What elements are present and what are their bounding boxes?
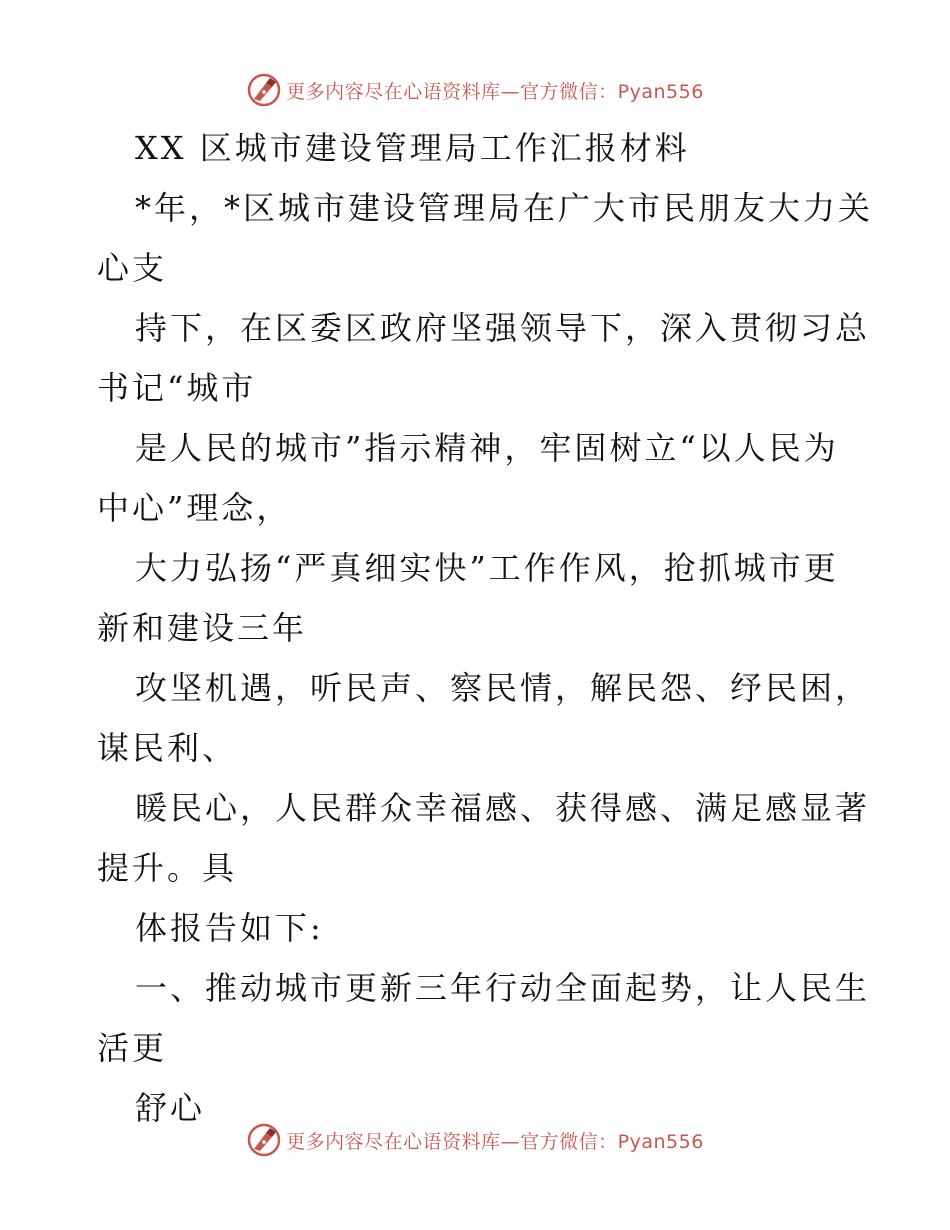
document-line: 体报告如下: [135,909,324,947]
document-line: 中心”理念， [97,489,292,527]
pen-nib-logo-icon [246,72,282,108]
document-line: 是人民的城市”指示精神，牢固树立“以人民为 [135,429,839,467]
document-line: 活更 [97,1029,168,1067]
document-line: 提升。具 [97,849,238,887]
watermark-text: 更多内容尽在心语资料库—官方微信：Pyan556 [286,1130,704,1153]
document-line: 攻坚机遇，听民声、察民情，解民怨、纾民困， [135,669,871,707]
document-body [97,118,874,1138]
document-line: 书记“城市 [97,369,257,407]
document-line: *年，*区城市建设管理局在广大市民朋友大力关 [135,189,874,227]
document-line: 舒心 [135,1089,206,1127]
document-line: 暖民心，人民群众幸福感、获得感、满足感显著 [135,789,871,827]
pen-nib-logo-icon [246,1122,282,1158]
footer-watermark [0,1120,950,1160]
document-line: 一、推动城市更新三年行动全面起势，让人民生 [135,969,871,1007]
header-watermark [0,70,950,110]
document-line: 谋民利、 [97,729,238,767]
document-line: 持下，在区委区政府坚强领导下，深入贯彻习总 [135,309,871,347]
watermark-text: 更多内容尽在心语资料库—官方微信：Pyan556 [286,80,704,103]
document-line: 新和建设三年 [97,609,308,647]
document-line: XX 区城市建设管理局工作汇报材料 [135,129,690,167]
document-line: 心支 [97,249,168,287]
document-line: 大力弘扬“严真细实快”工作作风，抢抓城市更 [135,549,839,587]
